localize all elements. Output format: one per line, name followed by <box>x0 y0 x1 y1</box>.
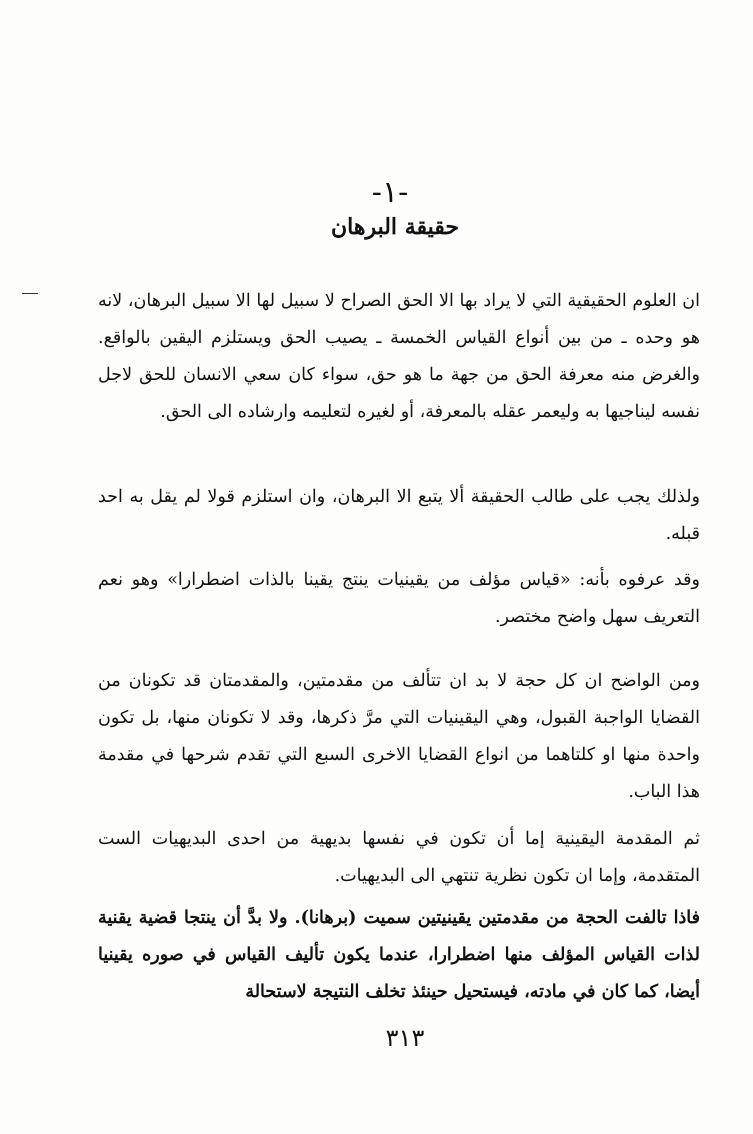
paragraph-2: ولذلك يجب على طالب الحقيقة ألا يتبع الا البرهان، وان استلزم قولا لم يقل به احد قبله. <box>98 487 700 544</box>
chapter-number: -١- <box>371 175 409 210</box>
paragraph-4: ومن الواضح ان كل حجة لا بد ان تتألف من مقدمتين، والمقدمتان قد تكونان من القضايا الواجبة القبول، وهي اليقينيات التي مرَّ ذكرها، وقد لا تكونان منها، بل تكون واحدة منها او كلتاهما من انواع القضايا الاخرى السبع التي تقدم شرحها في مقدمة هذا الباب. <box>98 671 700 802</box>
paragraph-3: وقد عرفوه بأنه: «قياس مؤلف من يقينيات ينتج يقينا بالذات اضطرارا» وهو نعم التعريف سهل واضح مختصر. <box>98 570 700 627</box>
paragraph-5: ثم المقدمة اليقينية إما أن تكون في نفسها بديهية من احدى البديهيات الست المتقدمة، وإما ان تكون نظرية تنتهي الى البديهيات. <box>98 829 700 886</box>
chapter-title: حقيقة البرهان <box>330 214 459 240</box>
paragraph-1: ان العلوم الحقيقية التي لا يراد بها الا الحق الصراح لا سبيل لها الا سبيل البرهان، لانه هو وحده ـ من بين أنواع القياس الخمسة ـ يصيب الحق ويستلزم اليقين بالواقع. والغرض منه معرفة الحق من جهة ما هو حق، سواء كان سعي الانسان للحق لاجل نفسه ليناجيها به وليعمر عقله بالمعرفة، أو لغيره لتعليمه وارشاده الى الحق. <box>98 291 700 422</box>
page-number: ٣١٣ <box>385 1024 425 1052</box>
margin-mark <box>22 293 38 294</box>
paragraph-6: فاذا تالفت الحجة من مقدمتين يقينيتين سميت (برهانا). ولا بدَّ أن ينتجا قضية يقنية لذات القياس المؤلف منها اضطرارا، عندما يكون تأليف القياس في صوره يقينيا أيضا، كما كان في مادته، فيستحيل حينئذ تخلف النتيجة لاستحالة <box>98 908 700 1002</box>
